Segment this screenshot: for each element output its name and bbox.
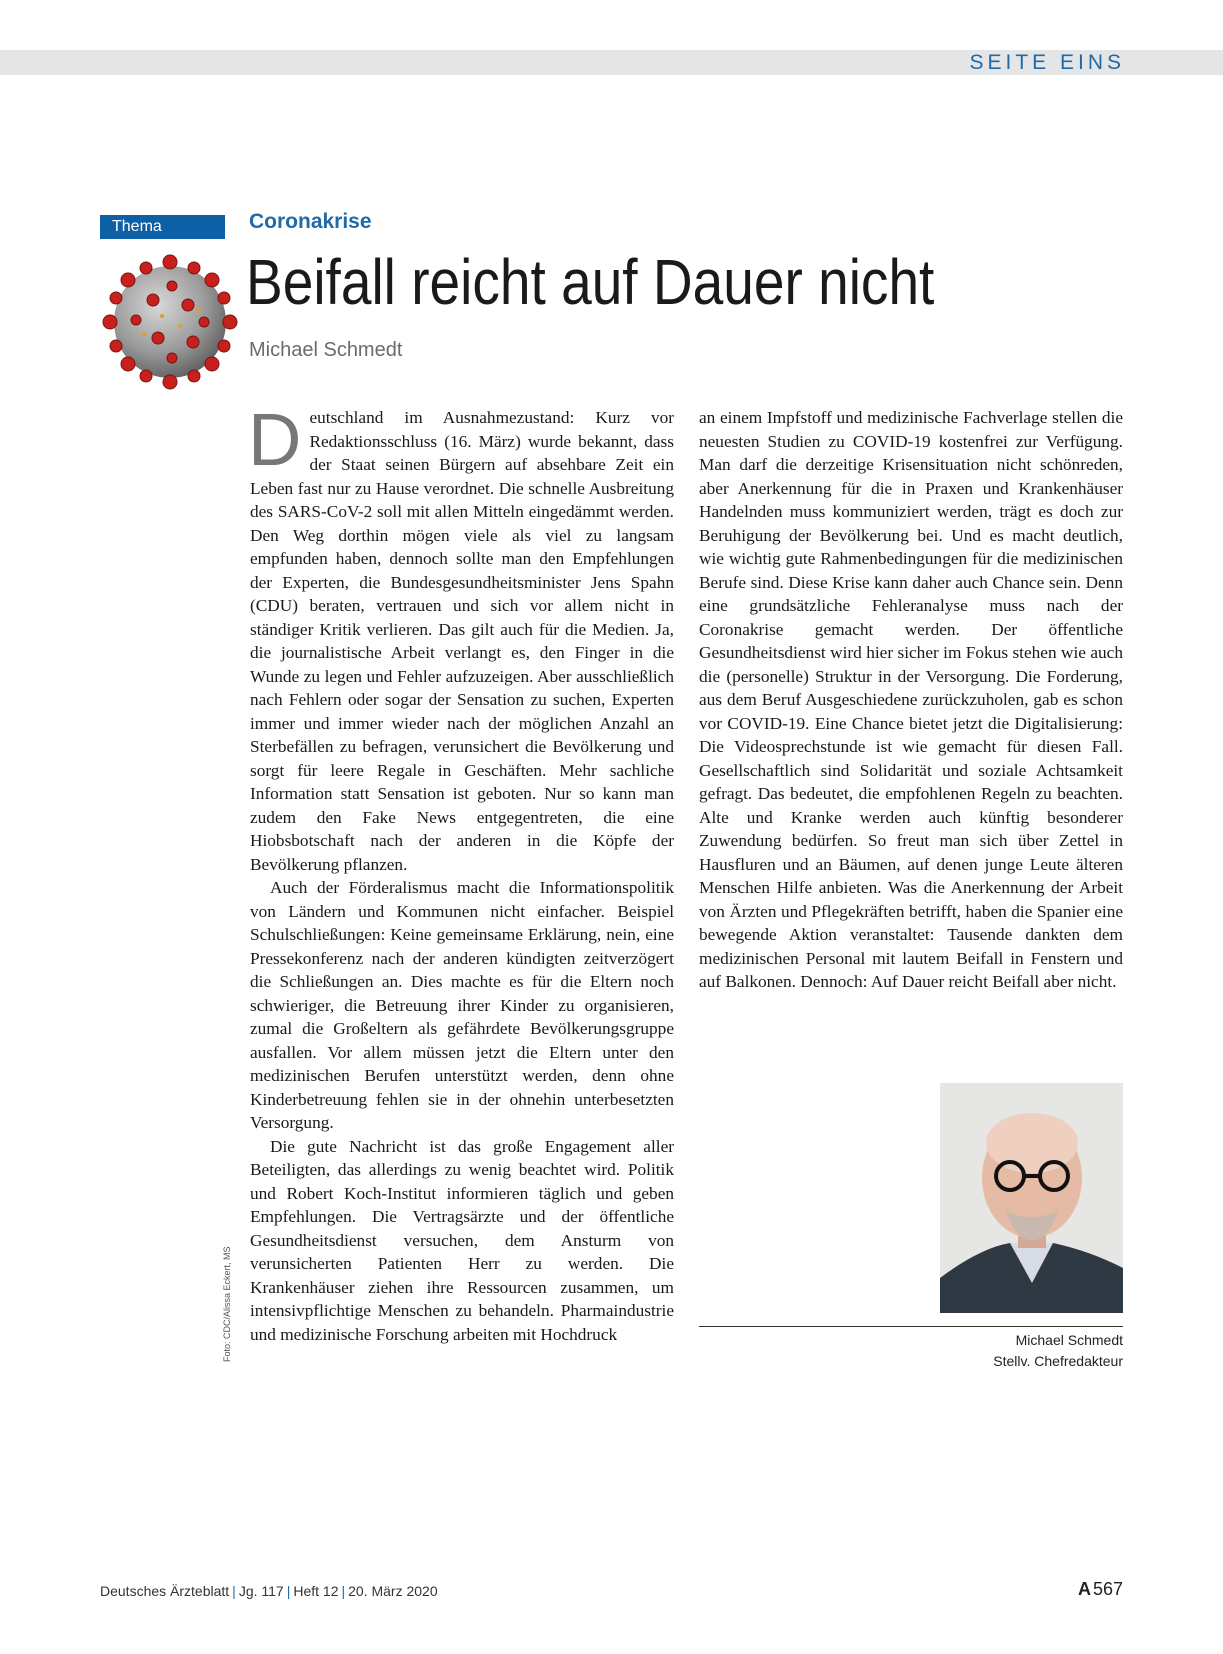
article-column-left: [248, 398, 674, 1346]
drop-cap: D: [248, 398, 302, 481]
caption-role: Stellv. Chefredakteur: [993, 1353, 1123, 1369]
caption-name: Michael Schmedt: [1015, 1332, 1123, 1348]
footer-date: 20. März 2020: [348, 1583, 438, 1599]
article-kicker: Coronakrise: [249, 210, 372, 233]
caption-divider: [699, 1326, 1123, 1327]
paragraph-text: eutschland im Ausnahmezustand: Kurz vor Redaktionsschluss (16. März) wurde bekannt, dass der Staat seinen Bürgern auf absehbare Zeit ein Leben fast nur zu Hause verordnet. Die schnelle Ausbreitung des SARS-CoV-2 soll mit allen Mitteln eingedämmt werden. Den Weg dorthin mögen viele als viel zu langsam empfunden haben, dennoch sollte man den Empfehlungen der Experten, die Bundesgesundheitsminister Jens Spahn (CDU) beraten, vertrauen und sich vor allem nicht in ständiger Kritik verlieren. Das gilt auch für die Medien. Ja, die journalistische Arbeit verlangt es, den Finger in die Wunde zu legen und Fehler aufzuzeigen. Aber ausschließlich nach Fehlern oder sogar der Sensation zu suchen, Experten immer und immer wieder nach der möglichen Anzahl an Sterbefällen zu befragen, verunsichert die Bevölkerung und sorgt für leere Regale in Geschäften. Mehr sachliche Information statt Sensation ist geboten. Nur so kann man zudem den Fake News entgegentreten, die eine Hiobsbotschaft nach der anderen in die Köpfe der Bevölkerung pflanzen.: [250, 408, 674, 874]
article-paragraph: Auch der Förderalismus macht die Informationspolitik von Ländern und Kommunen nicht einfacher. Beispiel Schulschließungen: Keine gemeinsame Erklärung, nein, eine Pressekonferenz nach der anderen kündigten zeitverzögert die Schließungen an. Dies machte es für die Eltern noch schwieriger, die Betreuung ihrer Kinder zu organisieren, zumal die Großeltern als gefährdete Bevölkerungsgruppe ausfallen. Vor allem müssen jetzt die Eltern unter den medizinischen Berufen unterstützt werden, denn ohne Kinderbetreuung fehlen sie in der ohnehin unterbesetzten Versorgung.: [250, 878, 674, 1132]
author-portrait: [940, 1083, 1123, 1313]
page-footer: [100, 1583, 438, 1599]
article-paragraph: Die gute Nachricht ist das große Engagement aller Beteiligten, das allerdings zu wenig beachtet wird. Politik und Robert Koch-Institut informieren täglich und geben Empfehlungen. Die Vertragsärzte und der öffentliche Gesundheitsdienst versuchen, dem Ansturm von verunsicherten Patienten Herr zu werden. Die Krankenhäuser ziehen ihre Ressourcen zusammen, um intensivpflichtige Menschen zu behandeln. Pharmaindustrie und medizinische Forschung arbeiten mit Hochdruck: [250, 1136, 674, 1344]
page-number-value: 567: [1092, 1579, 1123, 1599]
coronavirus-image: [98, 250, 242, 394]
footer-issue: Heft 12: [293, 1583, 339, 1599]
footer-separator: |: [341, 1583, 346, 1599]
footer-volume: Jg. 117: [238, 1583, 284, 1599]
portrait-caption: [993, 1330, 1123, 1372]
thema-badge: Thema: [100, 215, 225, 239]
page-prefix: A: [1077, 1579, 1091, 1599]
article-paragraph: an einem Impfstoff und medizinische Fachverlage stellen die neuesten Studien zu COVID-19 kostenfrei zur Verfügung. Man darf die derzeitige Krisensituation nicht schönreden, aber Anerkennung für die in Praxen und Krankenhäuser Handelnden muss kommuniziert werden, trägt es doch zur Beruhigung der Bevölkerung bei. Und es macht deutlich, wie wichtig gute Rahmenbedingungen für die medizinischen Berufe sind. Diese Krise kann daher auch Chance sein. Denn eine grundsätzliche Fehleranalyse muss nach der Coronakrise gemacht werden. Der öffentliche Gesundheitsdienst wird hier sicher im Fokus stehen wie auch die (personelle) Struktur in der Versorgung. Die Forderung, aus dem Beruf Ausgeschiedene zurückzuholen, gab es schon vor COVID-19. Eine Chance bietet jetzt die Digitalisierung: Die Videosprechstunde ist wie gemacht für diesen Fall. Gesellschaftlich sind Solidarität und soziale Achtsamkeit gefragt. Das bedeutet, die empfohlenen Regeln zu beachten. Alte und Kranke werden auch künftig besonderer Zuwendung bedürfen. So freut man sich über Zettel in Hausfluren und an Bäumen, auf denen junge Leute älteren Menschen Hilfe anbieten. Was die Anerkennung der Arbeit von Ärzten und Pflegekräften betrifft, haben die Spanier eine bewegende Aktion veranstaltet: Tausende dankten dem medizinischen Personal mit lautem Beifall in Fenstern und auf Balkonen. Dennoch: Auf Dauer reicht Beifall aber nicht.: [699, 408, 1123, 991]
footer-separator: |: [232, 1583, 236, 1599]
article-author: Michael Schmedt: [249, 339, 403, 361]
footer-separator: |: [286, 1583, 291, 1599]
article-title: Beifall reicht auf Dauer nicht: [246, 246, 935, 318]
footer-journal: Deutsches Ärzteblatt: [100, 1583, 230, 1599]
article-paragraph: [248, 398, 674, 876]
section-label: SEITE EINS: [969, 51, 1125, 74]
article-column-right: [699, 406, 1123, 994]
photo-credit: Foto: CDC/Alissa Eckert, MS: [222, 1246, 232, 1362]
page-number: [1078, 1579, 1123, 1600]
